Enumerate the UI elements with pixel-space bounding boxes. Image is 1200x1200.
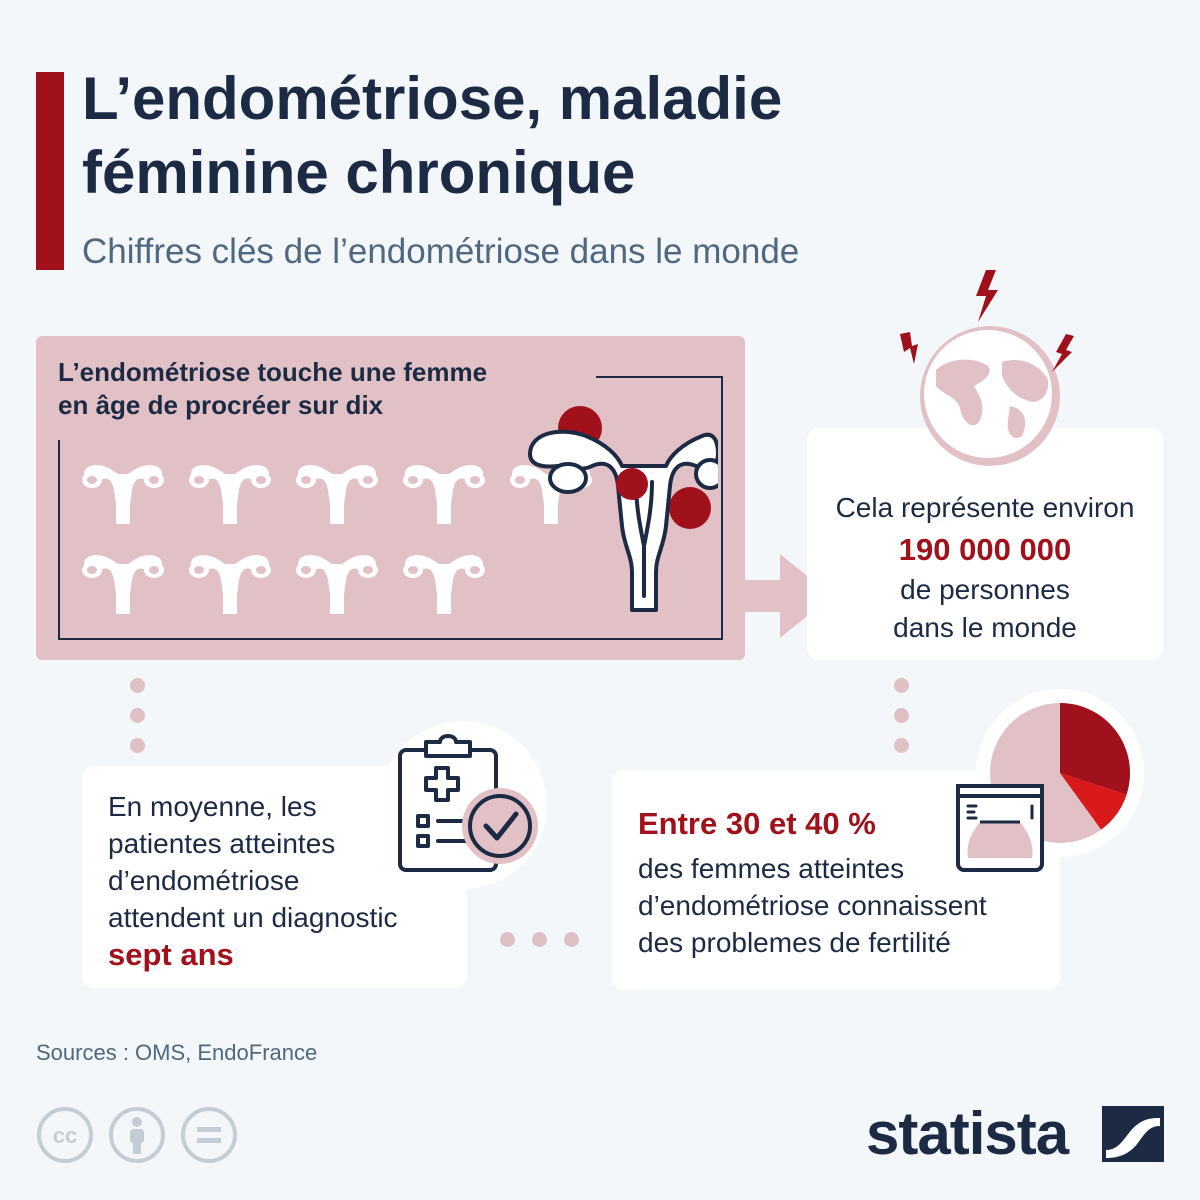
connector-dot [532,932,547,947]
panel-frame-line [721,376,723,640]
lightning-icon [900,332,918,364]
uterus-icon [292,548,382,620]
connector-dot [894,738,909,753]
fertility-highlight: Entre 30 et 40 % [638,806,876,841]
connector-dot [894,678,909,693]
statista-brand[interactable] [866,1098,1166,1170]
page-title [82,62,782,210]
diagnostic-line-2: patientes atteintes [108,828,336,859]
lesion-dot [669,487,711,529]
connector-dot [130,678,145,693]
attribution-icon[interactable] [108,1106,166,1164]
connector-dot [894,708,909,723]
connector-dot [500,932,515,947]
affected-uterus-icon [510,396,718,624]
ultrasound-scan-icon [950,776,1050,876]
fertility-line-3: des problemes de fertilité [638,927,951,958]
connector-dot [130,738,145,753]
diagnostic-line-3: d’endométriose [108,865,300,896]
brand-name: statista [866,1100,1069,1167]
diagnostic-line-4: attendent un diagnostic [108,902,398,933]
world-line-1: Cela représente environ [835,492,1135,523]
world-number: 190 000 000 [898,532,1072,567]
prevalence-headline-line-2: en âge de procréer sur dix [58,390,384,420]
fertility-line-2: d’endométriose connaissent [638,890,987,921]
panel-frame-line [596,376,721,378]
globe-icon [890,266,1090,466]
page-subtitle: Chiffres clés de l’endométriose dans le monde [82,232,800,271]
lightning-icon [976,270,998,322]
world-line-3: de personnes [900,574,1070,605]
lightning-icon [1052,334,1074,372]
uterus-icon [399,548,489,620]
uterus-icon [78,548,168,620]
svg-text:cc: cc [52,1123,78,1148]
title-line-1: L’endométriose, maladie [82,65,783,132]
diagnostic-highlight: sept ans [108,937,234,972]
uterus-icon [185,548,275,620]
connector-dot [130,708,145,723]
uterus-icon [78,458,168,530]
lesion-dot [616,468,648,500]
world-line-4: dans le monde [893,612,1077,643]
uterus-icon [185,458,275,530]
uterus-icon [292,458,382,530]
diagnostic-line-1: En moyenne, les [108,791,317,822]
panel-frame-line [58,440,60,640]
title-accent-bar [36,72,64,270]
clipboard-checklist-icon [378,720,548,890]
sources-note: Sources : OMS, EndoFrance [36,1040,318,1065]
fertility-line-1: des femmes atteintes [638,853,905,884]
statista-logo-icon [1102,1106,1164,1162]
panel-frame-line [58,638,723,640]
no-derivatives-icon[interactable] [180,1106,238,1164]
cc-icon[interactable] [36,1106,94,1164]
connector-dot [564,932,579,947]
uterus-icon [399,458,489,530]
title-line-2: féminine chronique [82,139,636,206]
prevalence-headline-line-1: L’endométriose touche une femme [58,357,488,387]
